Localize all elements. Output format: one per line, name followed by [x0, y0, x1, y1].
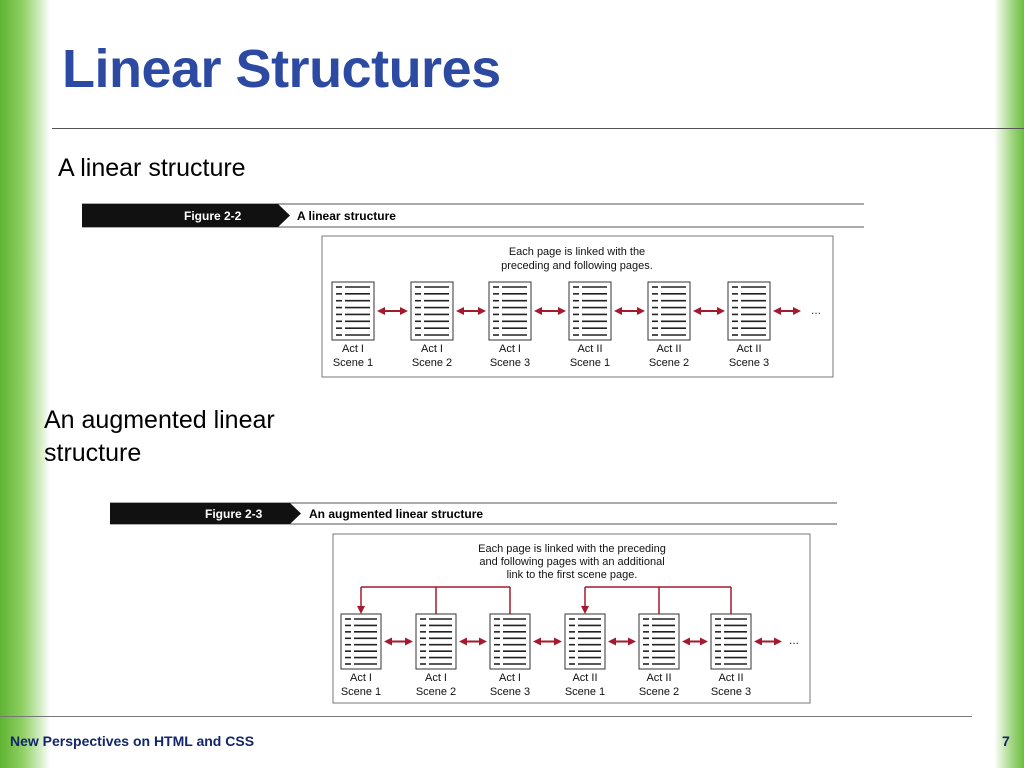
page-document-icon: [711, 614, 751, 669]
figure-caption: An augmented linear structure: [309, 507, 484, 521]
figure-number: Figure 2-2: [184, 209, 242, 223]
footer-divider: [0, 716, 972, 717]
page-act-label: Act I: [349, 672, 373, 684]
page-scene-label: Scene 2: [638, 686, 680, 698]
page-act-label: Act II: [736, 343, 762, 355]
page-scene-label: Scene 3: [489, 357, 531, 369]
diagram-note-line-2: and following pages with an additional: [479, 556, 665, 568]
page-document-icon: [728, 282, 770, 340]
page-scene-label: Scene 1: [564, 686, 606, 698]
continuation-ellipsis: ...: [811, 303, 822, 317]
page-act-label: Act I: [424, 672, 448, 684]
continuation-ellipsis: ...: [789, 633, 800, 647]
diagram-note-line-3: link to the first scene page.: [506, 569, 638, 581]
page-scene-label: Scene 1: [340, 686, 382, 698]
page-document-icon: [490, 614, 530, 669]
diagram-note-line-1: Each page is linked with the preceding: [478, 543, 666, 555]
page-document-icon: [565, 614, 605, 669]
page-act-label: Act I: [341, 343, 365, 355]
page-scene-label: Scene 2: [415, 686, 457, 698]
page-scene-label: Scene 3: [489, 686, 531, 698]
diagram-note-line-2: preceding and following pages.: [501, 260, 653, 272]
page-document-icon: [569, 282, 611, 340]
page-act-label: Act II: [656, 343, 682, 355]
figure-number: Figure 2-3: [205, 507, 263, 521]
figure-caption: A linear structure: [297, 209, 396, 223]
page-document-icon: [341, 614, 381, 669]
page-scene-label: Scene 3: [728, 357, 770, 369]
footer-text: New Perspectives on HTML and CSS: [10, 733, 255, 749]
page-act-label: Act I: [498, 672, 522, 684]
linear-structure-label: A linear structure: [58, 154, 246, 182]
page-scene-label: Scene 2: [411, 357, 453, 369]
title-divider: [52, 128, 1024, 129]
page-document-icon: [411, 282, 453, 340]
page-scene-label: Scene 1: [332, 357, 374, 369]
page-scene-label: Scene 3: [710, 686, 752, 698]
left-accent-bar: [0, 0, 50, 768]
page-document-icon: [332, 282, 374, 340]
page-act-label: Act II: [718, 672, 744, 684]
slide-title: Linear Structures: [62, 39, 501, 99]
augmented-structure-label: [44, 404, 275, 470]
figure-augmented-linear-structure: [110, 502, 840, 706]
page-number: 7: [1002, 733, 1010, 749]
page-act-label: Act I: [498, 343, 522, 355]
page-scene-label: Scene 2: [648, 357, 690, 369]
page-act-label: Act II: [572, 672, 598, 684]
page-document-icon: [416, 614, 456, 669]
augmented-label-line-1: An augmented linear: [44, 406, 275, 434]
augmented-label-line-2: structure: [44, 439, 142, 467]
page-document-icon: [648, 282, 690, 340]
page-act-label: Act II: [577, 343, 603, 355]
right-accent-bar: [994, 0, 1024, 768]
page-act-label: Act II: [646, 672, 672, 684]
page-act-label: Act I: [420, 343, 444, 355]
page-document-icon: [639, 614, 679, 669]
figure-linear-structure: [82, 203, 867, 381]
page-scene-label: Scene 1: [569, 357, 611, 369]
page-document-icon: [489, 282, 531, 340]
diagram-note-line-1: Each page is linked with the: [508, 246, 646, 258]
